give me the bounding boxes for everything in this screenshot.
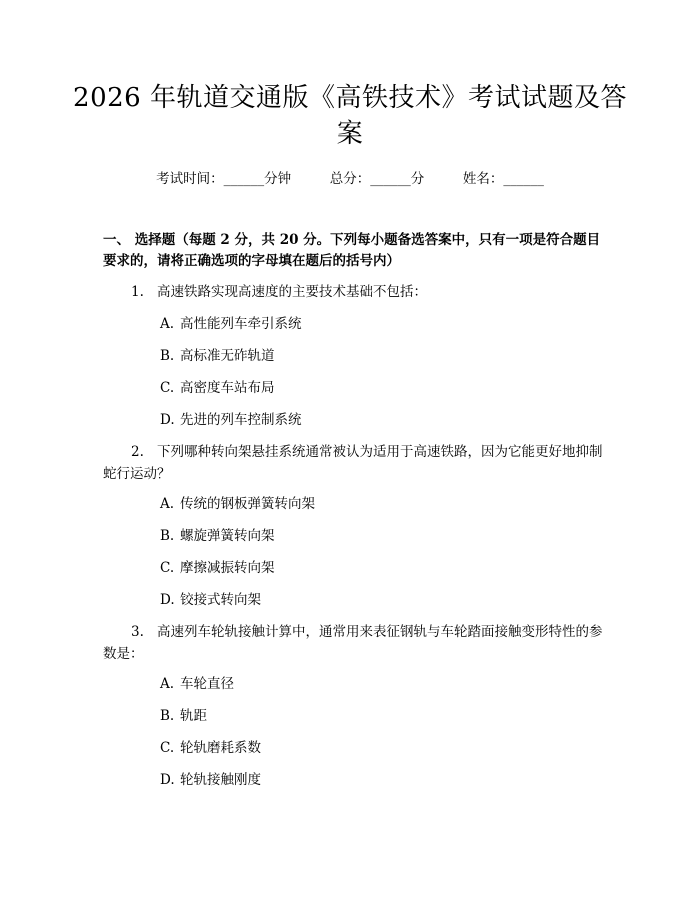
exam-title: 2026 年轨道交通版《高铁技术》考试试题及答案	[73, 83, 627, 149]
option-text: 先进的列车控制系统	[180, 412, 302, 428]
question-text: 高速铁路实现高速度的主要技术基础不包括：	[157, 284, 427, 300]
option-letter: D.	[160, 592, 175, 608]
option-1d	[160, 411, 600, 429]
option-2b	[160, 527, 600, 545]
option-text: 车轮直径	[180, 676, 234, 692]
option-1a	[160, 315, 600, 333]
option-letter: C.	[160, 560, 175, 576]
option-text: 轮轨磨耗系数	[180, 740, 261, 756]
option-text: 传统的钢板弹簧转向架	[180, 496, 315, 512]
option-3c	[160, 739, 600, 757]
time-unit: 分钟	[264, 171, 292, 187]
option-text: 螺旋弹簧转向架	[180, 528, 275, 544]
score-blank: ______	[370, 171, 411, 187]
option-text: 高性能列车牵引系统	[180, 316, 302, 332]
name-blank: ______	[503, 171, 544, 187]
option-text: 轨距	[180, 708, 207, 724]
question-2	[103, 441, 603, 485]
option-letter: D.	[160, 412, 175, 428]
score-unit: 分	[410, 171, 425, 187]
time-blank: ______	[223, 171, 265, 187]
exam-info-line	[0, 170, 700, 188]
option-3d	[160, 771, 600, 789]
option-text: 高密度车站布局	[180, 380, 275, 396]
time-label: 考试时间：	[156, 171, 224, 187]
option-3a	[160, 675, 600, 693]
option-letter: B.	[160, 708, 175, 724]
option-1b	[160, 347, 600, 365]
option-3b	[160, 707, 600, 725]
option-letter: B.	[160, 348, 175, 364]
option-2d	[160, 591, 600, 609]
option-letter: C.	[160, 740, 175, 756]
question-number: 2.	[131, 444, 144, 460]
section-heading: 一、 选择题（每题 2 分，共 20 分。下列每小题备选答案中，只有一项是符合题目要求的，请将正确选项的字母填在题后的括号内）	[103, 232, 601, 269]
name-label: 姓名：	[462, 171, 504, 187]
question-text: 高速列车轮轨接触计算中，通常用来表征钢轨与车轮踏面接触变形特性的参数是：	[103, 624, 603, 662]
option-letter: D.	[160, 772, 175, 788]
question-3	[103, 621, 603, 665]
option-text: 轮轨接触刚度	[180, 772, 261, 788]
option-letter: A.	[160, 316, 175, 332]
option-letter: A.	[160, 676, 175, 692]
question-number: 1.	[131, 284, 144, 300]
option-1c	[160, 379, 600, 397]
option-text: 摩擦减振转向架	[180, 560, 275, 576]
option-letter: C.	[160, 380, 175, 396]
score-label: 总分：	[329, 171, 371, 187]
question-1	[103, 281, 603, 303]
option-text: 高标准无砟轨道	[180, 348, 275, 364]
option-2a	[160, 495, 600, 513]
question-text: 下列哪种转向架悬挂系统通常被认为适用于高速铁路，因为它能更好地抑制蛇行运动？	[103, 444, 603, 482]
question-number: 3.	[131, 624, 144, 640]
option-2c	[160, 559, 600, 577]
option-letter: B.	[160, 528, 175, 544]
option-text: 铰接式转向架	[180, 592, 261, 608]
option-letter: A.	[160, 496, 175, 512]
